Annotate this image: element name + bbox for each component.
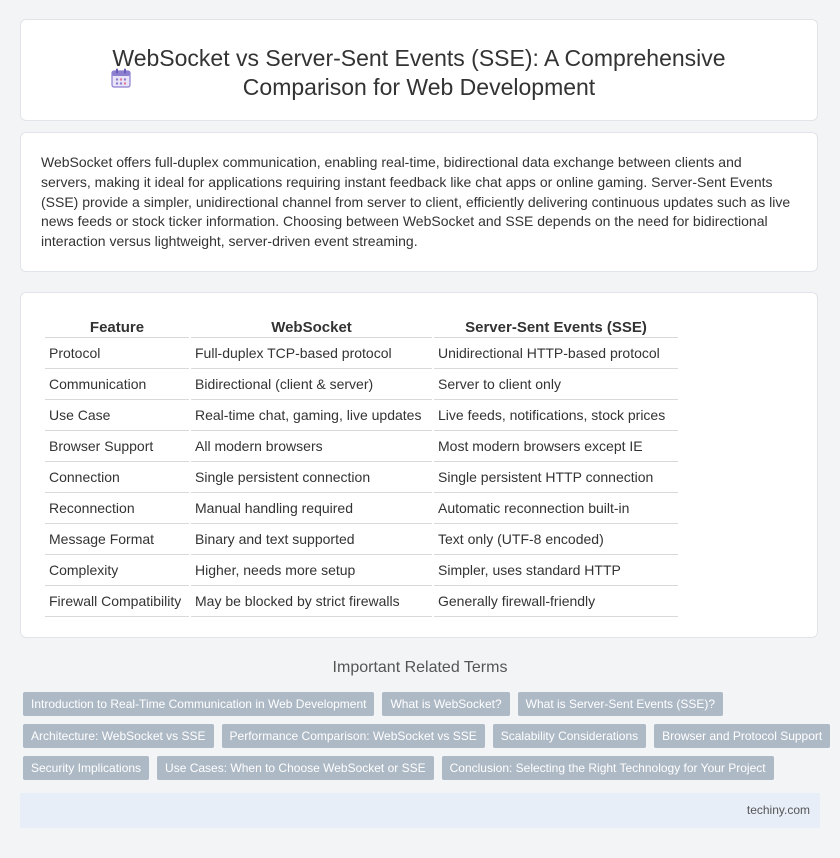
table-cell-sse: Generally firewall-friendly — [434, 586, 678, 617]
table-cell-feature: Protocol — [45, 338, 189, 369]
footer — [20, 793, 820, 828]
table-cell-feature: Communication — [45, 369, 189, 400]
related-term-link[interactable]: Conclusion: Selecting the Right Technology for Your Project — [442, 756, 774, 780]
table-cell-websocket: Full-duplex TCP-based protocol — [191, 338, 432, 369]
table-cell-feature: Message Format — [45, 524, 189, 555]
table-row — [45, 431, 678, 462]
comparison-table-card — [20, 292, 818, 638]
table-cell-websocket: May be blocked by strict firewalls — [191, 586, 432, 617]
related-term-link[interactable]: Security Implications — [23, 756, 149, 780]
table-row — [45, 524, 678, 555]
column-header-websocket: WebSocket — [191, 317, 432, 338]
page-title — [21, 44, 817, 102]
related-terms-list — [23, 692, 823, 788]
page-title-line-2: Comparison for Web Development — [242, 74, 596, 100]
intro-paragraph: WebSocket offers full-duplex communication, enabling real-time, bidirectional data exchange between clients and servers, making it ideal for applications requiring instant feedback like chat apps or online gaming. Server-Sent Events (SSE) provide a simpler, unidirectional channel from server to client, efficiently delivering continuous updates such as live news feeds or stock ticker information. Choosing between WebSocket and SSE depends on the need for bidirectional interaction versus lightweight, server-driven event streaming. — [41, 154, 791, 250]
table-cell-sse: Single persistent HTTP connection — [434, 462, 678, 493]
table-row — [45, 493, 678, 524]
table-cell-feature: Use Case — [45, 400, 189, 431]
page-title-line-1: WebSocket vs Server-Sent Events (SSE): A Comprehensive — [112, 45, 726, 71]
related-term-link[interactable]: Performance Comparison: WebSocket vs SSE — [222, 724, 485, 748]
related-terms-row — [23, 692, 823, 716]
table-cell-websocket: Manual handling required — [191, 493, 432, 524]
table-row — [45, 338, 678, 369]
footer-site-name: techiny.com — [746, 803, 810, 817]
table-row — [45, 369, 678, 400]
column-header-sse: Server-Sent Events (SSE) — [434, 317, 678, 338]
table-cell-sse: Unidirectional HTTP-based protocol — [434, 338, 678, 369]
intro-card — [20, 132, 818, 272]
related-terms-row — [23, 756, 823, 780]
related-term-link[interactable]: Scalability Considerations — [493, 724, 646, 748]
table-row — [45, 400, 678, 431]
table-row — [45, 586, 678, 617]
table-cell-websocket: Higher, needs more setup — [191, 555, 432, 586]
table-row — [45, 462, 678, 493]
table-cell-feature: Firewall Compatibility — [45, 586, 189, 617]
table-body — [45, 338, 678, 617]
table-row — [45, 555, 678, 586]
related-terms-row — [23, 724, 823, 748]
table-cell-feature: Browser Support — [45, 431, 189, 462]
related-term-link[interactable]: Browser and Protocol Support — [654, 724, 830, 748]
table-header-row — [45, 317, 678, 338]
related-term-link[interactable]: Introduction to Real-Time Communication in Web Development — [23, 692, 374, 716]
table-cell-sse: Simpler, uses standard HTTP — [434, 555, 678, 586]
table-cell-sse: Most modern browsers except IE — [434, 431, 678, 462]
related-term-link[interactable]: Use Cases: When to Choose WebSocket or SSE — [157, 756, 434, 780]
table-cell-feature: Complexity — [45, 555, 189, 586]
related-terms-title: Important Related Terms — [332, 659, 508, 676]
comparison-table — [43, 317, 680, 617]
table-cell-sse: Server to client only — [434, 369, 678, 400]
related-term-link[interactable]: Architecture: WebSocket vs SSE — [23, 724, 214, 748]
table-cell-websocket: Bidirectional (client & server) — [191, 369, 432, 400]
title-card — [20, 19, 818, 121]
table-cell-websocket: All modern browsers — [191, 431, 432, 462]
table-cell-sse: Automatic reconnection built-in — [434, 493, 678, 524]
table-cell-websocket: Binary and text supported — [191, 524, 432, 555]
table-cell-websocket: Single persistent connection — [191, 462, 432, 493]
table-cell-websocket: Real-time chat, gaming, live updates — [191, 400, 432, 431]
table-cell-sse: Text only (UTF-8 encoded) — [434, 524, 678, 555]
table-cell-feature: Reconnection — [45, 493, 189, 524]
table-cell-sse: Live feeds, notifications, stock prices — [434, 400, 678, 431]
related-term-link[interactable]: What is WebSocket? — [382, 692, 509, 716]
related-term-link[interactable]: What is Server-Sent Events (SSE)? — [518, 692, 723, 716]
column-header-feature: Feature — [45, 317, 189, 338]
table-cell-feature: Connection — [45, 462, 189, 493]
